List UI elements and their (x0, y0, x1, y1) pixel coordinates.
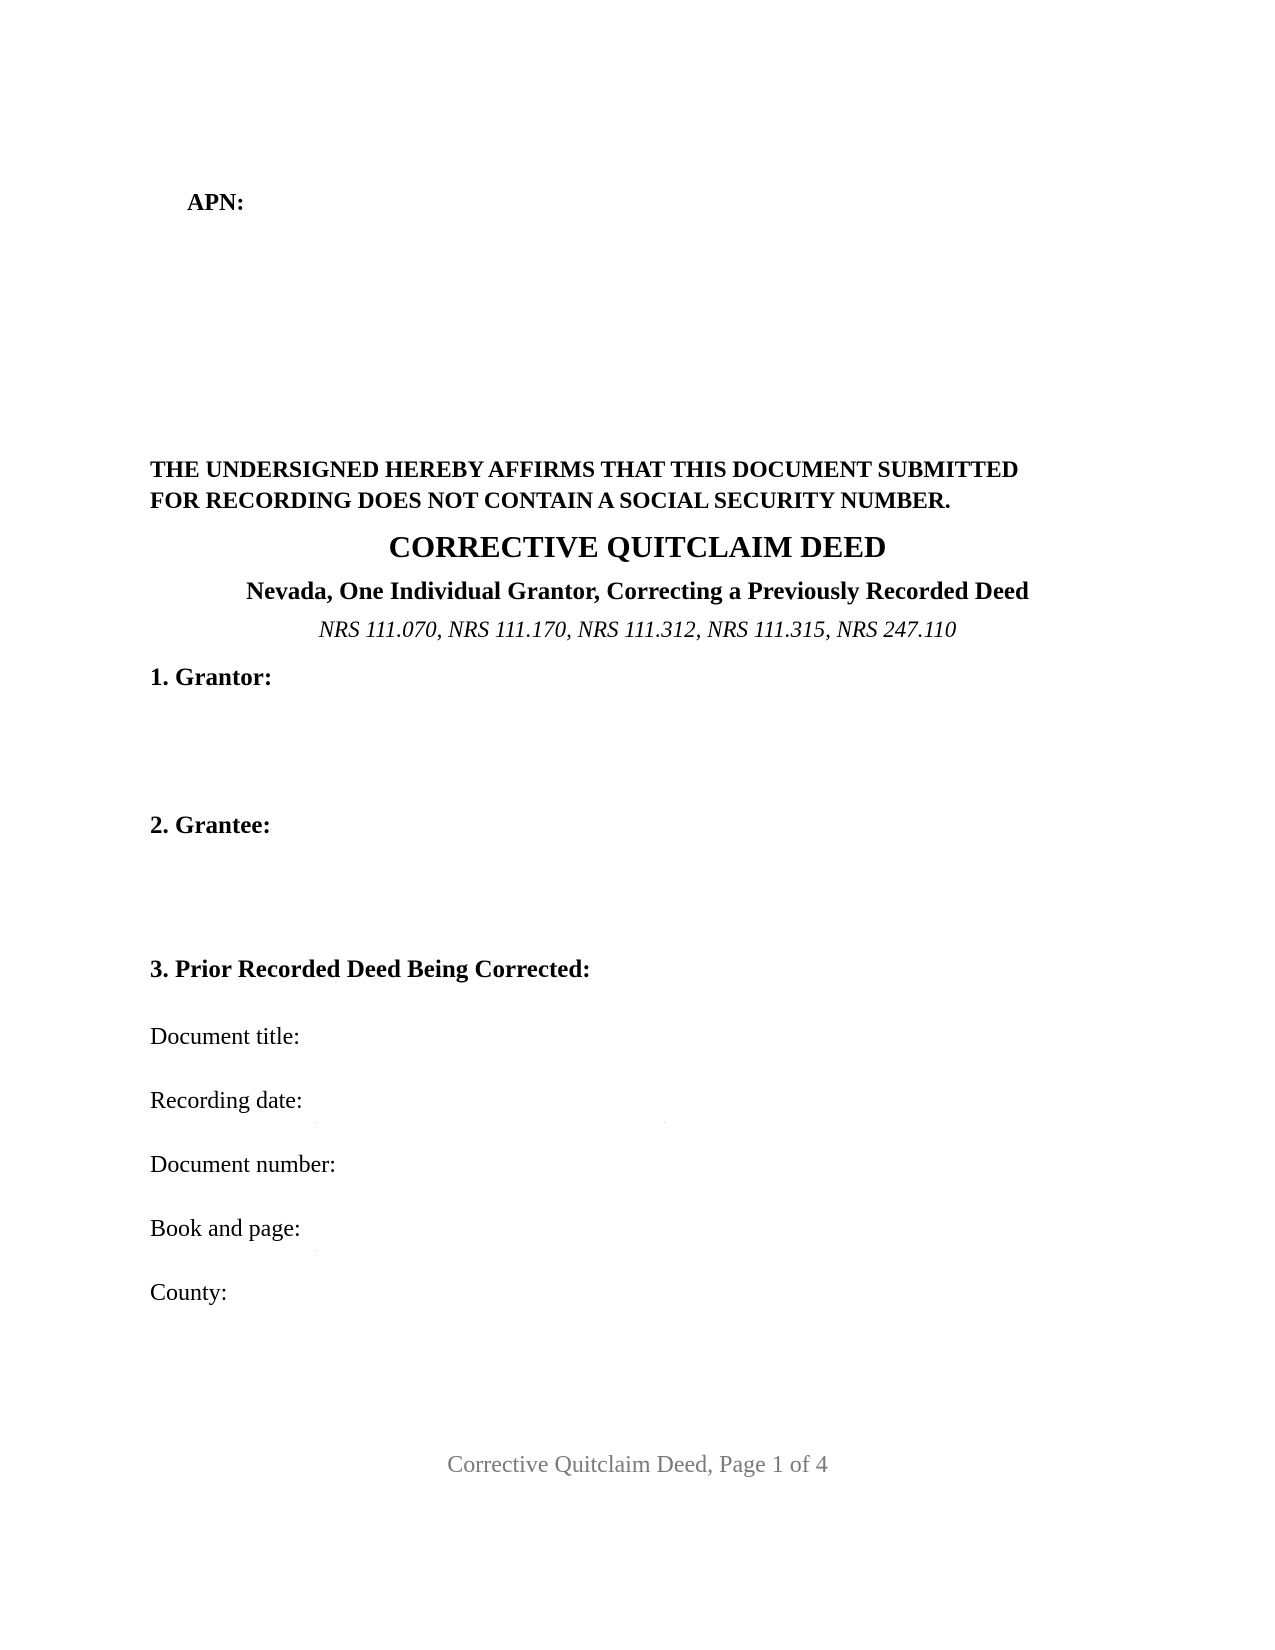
section-prior-deed-heading: 3. Prior Recorded Deed Being Corrected: (150, 956, 591, 983)
statute-citation: NRS 111.070, NRS 111.170, NRS 111.312, NRS 111.315, NRS 247.110 (318, 617, 957, 642)
section-grantor-heading: 1. Grantor: (150, 664, 273, 691)
affirmation-line-1: THE UNDERSIGNED HEREBY AFFIRMS THAT THIS DOCUMENT SUBMITTED (150, 457, 1019, 483)
field-recording-date-label: Recording date: (150, 1088, 303, 1114)
apn-label: APN: (187, 190, 245, 216)
ssn-affirmation (150, 455, 1019, 517)
affirmation-line-2: FOR RECORDING DOES NOT CONTAIN A SOCIAL SECURITY NUMBER. (150, 488, 951, 514)
scan-speck (315, 1250, 316, 1251)
section-grantee-heading: 2. Grantee: (150, 812, 271, 839)
scan-speck (316, 1122, 317, 1123)
scan-speck (664, 1122, 665, 1123)
page-footer: Corrective Quitclaim Deed, Page 1 of 4 (447, 1452, 828, 1478)
field-county-label: County: (150, 1280, 228, 1306)
field-document-number-label: Document number: (150, 1152, 336, 1178)
document-title: CORRECTIVE QUITCLAIM DEED (388, 529, 887, 564)
document-subtitle: Nevada, One Individual Grantor, Correcting a Previously Recorded Deed (246, 578, 1029, 605)
field-book-and-page-label: Book and page: (150, 1216, 301, 1242)
field-document-title-label: Document title: (150, 1024, 300, 1050)
